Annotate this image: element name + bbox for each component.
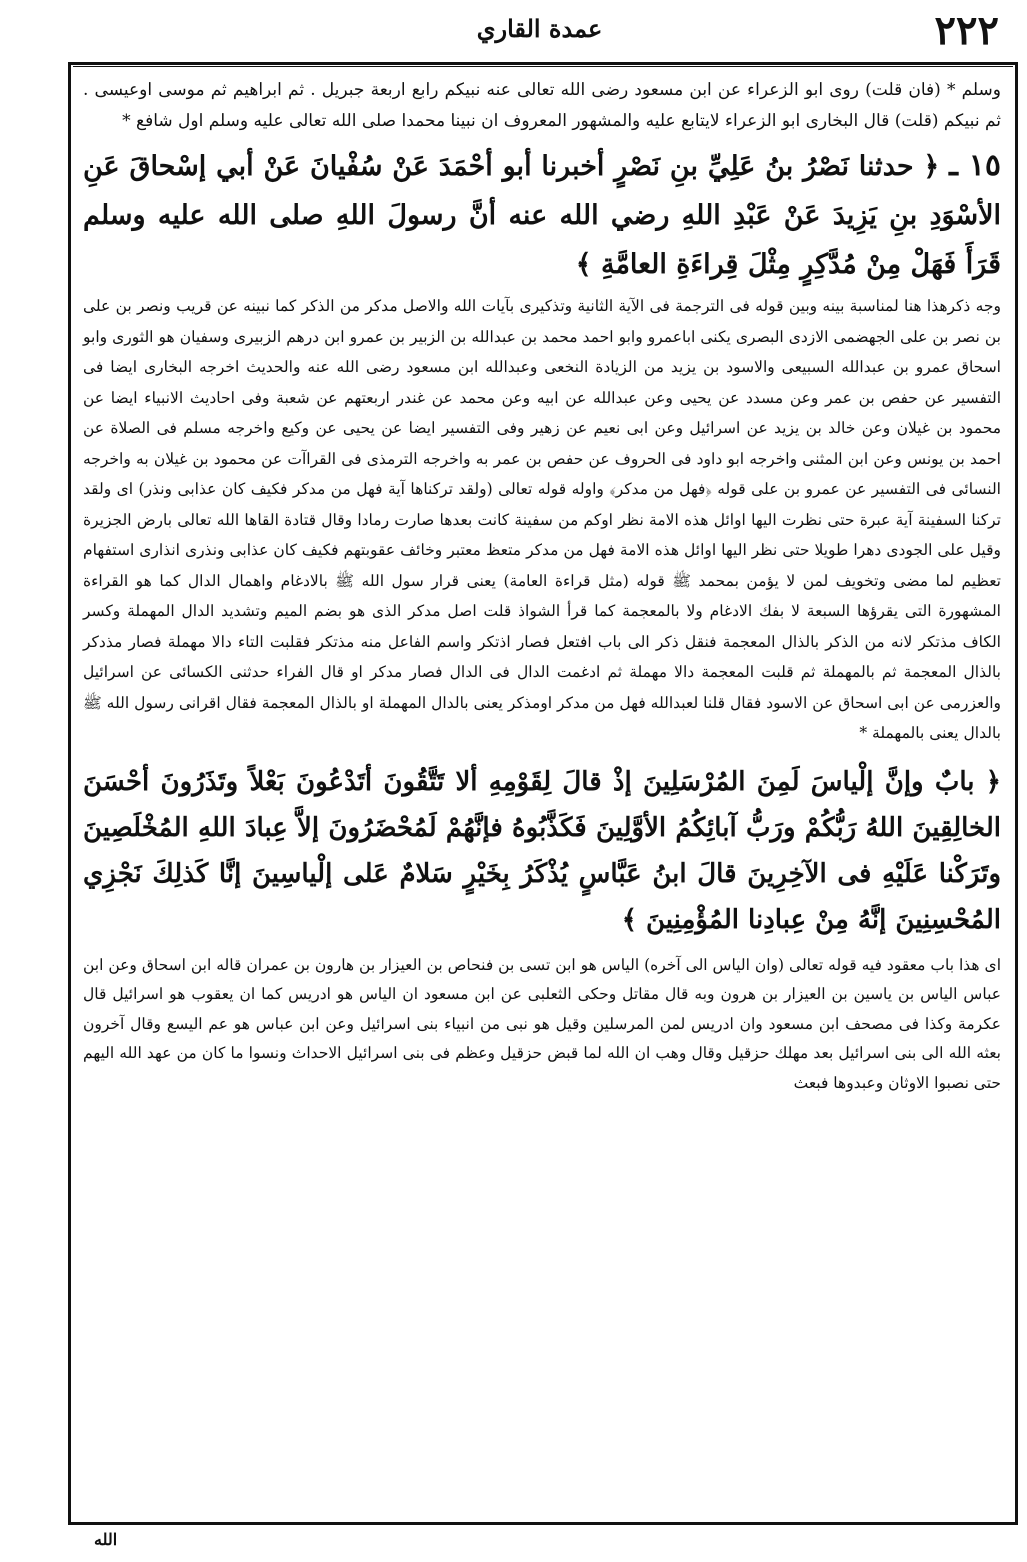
hadith-text: ﴿ حدثنا نَصْرُ بنُ عَلِيِّ بنِ نَصْرٍ أخبرنا أبو أحْمَدَ عَنْ سُفْيانَ عَنْ أبي إسْحاقَ عَنِ الأسْوَدِ بنِ يَزِيدَ عَنْ عَبْدِ اللهِ رضي الله عنه أنَّ رسولَ اللهِ صلى الله عليه وسلم قَرَأَ فَهَلْ مِنْ مُدَّكِرٍ مِثْلَ قِراءَةِ العامَّةِ ﴾ bbox=[83, 151, 1001, 280]
page-header bbox=[80, 8, 999, 58]
lead-note-paragraph: وسلم * (فان قلت) روى ابو الزعراء عن ابن مسعود رضى الله تعالى عنه نبيكم رابع اربعة جبريل . ثم ابراهيم ثم موسى اوعيسى . ثم نبيكم (قلت) قال البخارى ابو الزعراء لايتابع عليه والمشهور المعروف ان نبينا محمدا صلى الله تعالى عليه وسلم اول شافع * bbox=[83, 80, 1001, 131]
frame-rule bbox=[73, 66, 1013, 67]
commentary-paragraph: وجه ذكرهذا هنا لمناسبة بينه وبين قوله فى الترجمة فى الآية الثانية وتذكيرى بآيات الله والاصل مدكر من الذكر كما نبينه عن قريب ونصر بن على بن نصر بن على الجهضمى الازدى البصرى يكنى اباعمرو وابو احمد محمد بن عبدالله بن الزبير بن عمرو ابن درهم الزبيرى وسفيان هو الثورى وابو اسحاق عمرو بن عبدالله السبيعى والاسود بن يزيد من الزيادة النخعى وعبدالله ابن مسعود رضى الله عنه والحديث اخرجه البخارى ايضا فى التفسير عن حفص بن عمر وعن مسدد عن يحيى وعن عبدالله عن ابيه وعن محمد عن غندر اربعتهم عن شعبة وفى احاديث الانبياء ايضا عن محمود بن غيلان وعن خالد بن يزيد عن اسرائيل وعن ابى نعيم عن زهير وفى التفسير ايضا عن يحيى عن وكيع واخرجه مسلم فى الصلاة عن احمد بن يونس وعن ابن المثنى واخرجه ابو داود فى الحروف عن حفص بن عمر به واخرجه الترمذى فى القراآت عن محمود بن غيلان به واخرجه النسائى فى التفسير عن عمرو بن على قوله ﴿فهل من مدكر﴾ واوله قوله تعالى (ولقد تركناها آية فهل من مدكر فكيف كان عذابى ونذر) اى ولقد تركنا السفينة آية عبرة حتى نظرت اليها اوائل هذه الامة نظر اوكم من سفينة كانت بعدها صارت رمادا وقال قتادة القاها الله تعالى بارض الجزيرة وقيل على الجودى دهرا طويلا حتى نظر اليها اوائل هذه الامة فهل من مدكر متعظ معتبر وخائف عقوبتهم فكيف كان عذابى ونذرى انذارى استفهام تعظيم لما مضى وتخويف لمن لا يؤمن بمحمد ﷺ قوله (مثل قراءة العامة) يعنى قرار سول الله ﷺ بالادغام واهمال الدال كما هو القراءة المشهورة التى يقرؤها السبعة لا بفك الادغام ولا بالمعجمة كما قرأ الشواذ قلت اصل مدكر الذى هو بضم الميم وتشديد الدال المهملة وكسر الكاف مذتكر لانه من الذكر بالذال المعجمة فنقل ذكر الى باب افتعل فصار اذتكر واسم الفاعل منه مذتكر فقلبت التاء دالا مهملة فصار مذدكر بالذال المعجمة ثم بالمهملة ثم قلبت المعجمة دالا مهملة ثم ادغمت الدال فى الدال فصار مدكر او قال الفراء حدثنى الكسائى عن اسرائيل والعزرمى عن ابى اسحاق عن الاسود فقال قلنا لعبدالله فهل من مدكر اومذكر يعنى بالدال المهملة او بالذال المعجمة فقال اقرانى رسول الله ﷺ بالدال يعنى بالمهملة * bbox=[83, 297, 1001, 742]
running-title: عمدة القاري bbox=[476, 14, 603, 43]
hadith-paragraph bbox=[83, 141, 1001, 289]
page-number: ٢٢٢ bbox=[934, 7, 999, 54]
page-body bbox=[83, 75, 1001, 1512]
chapter-heading: ﴿ بابٌ وإنَّ إلْياسَ لَمِنَ المُرْسَلِينَ إذْ قالَ لِقَوْمِهِ ألا تَتَّقُونَ أتَدْعُونَ بَعْلاً وتَذَرُونَ أحْسَنَ الخالِقِينَ اللهُ رَبُّكُمْ ورَبُّ آبائِكُمُ الأوَّلِينَ فَكَذَّبُوهُ فإنَّهُمْ لَمُحْضَرُونَ إلاَّ عِبادَ اللهِ المُخْلَصِينَ وتَرَكْنا عَلَيْهِ فى الآخِرِينَ قالَ ابنُ عَبَّاسٍ يُذْكَرُ بِخَيْرٍ سَلامٌ عَلى إلْياسِينَ إنَّا كَذلِكَ نَجْزِي المُحْسِنِينَ إنَّهُ مِنْ عِبادِنا المُؤْمِنِينَ ﴾ bbox=[83, 766, 1001, 935]
chapter-commentary-paragraph: اى هذا باب معقود فيه قوله تعالى (وان الياس الى آخره) الياس هو ابن تسى بن فنحاص بن العيزار بن هارون بن عمران قاله ابن اسحاق وعن ابن عباس الياس بن ياسين بن العيزار بن هرون وبه قال مقاتل وحكى الثعلبى عن ابن مسعود ان الياس هو ادريس كما ان يعقوب هو اسرائيل قال عكرمة وكذا فى مصحف ابن مسعود وان ادريس لمن المرسلين وقيل هو نبى من انبياء بنى اسرائيل وعن ابن عباس هو عم اليسع وقال آخرون بعثه الله الى بنى اسرائيل بعد مهلك حزقيل وقال وهب ان الله لما قبض حزقيل وعظم فى بنى اسرائيل الاحداث ونسوا ما كان من عهد الله اليهم حتى نصبوا الاوثان وعبدوها فبعث bbox=[83, 955, 1001, 1092]
hadith-number: ١٥ ـ bbox=[949, 148, 1002, 183]
text-frame bbox=[68, 62, 1018, 1525]
catchword: الله bbox=[94, 1530, 118, 1549]
